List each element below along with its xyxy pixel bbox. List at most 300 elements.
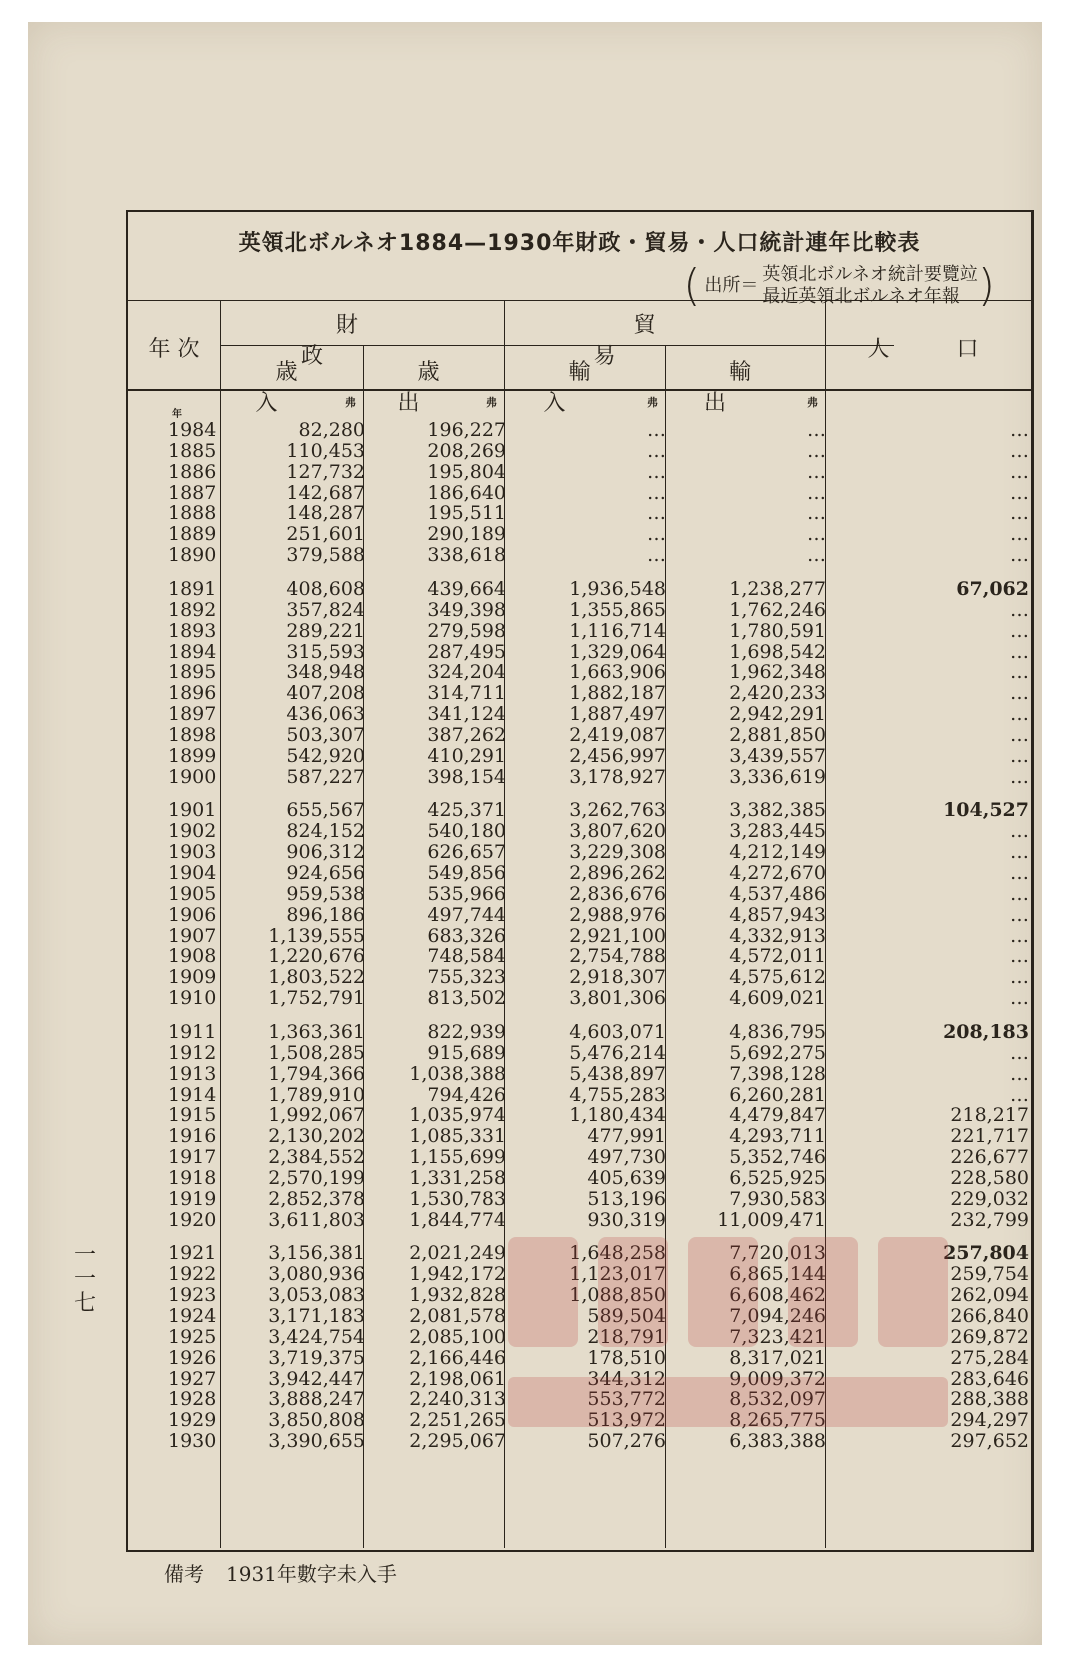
expenditure-cell: 2,166,446 <box>409 1346 506 1369</box>
imports-cell: 2,988,976 <box>569 903 666 926</box>
exports-cell: 3,382,385 <box>729 799 826 822</box>
table-row <box>128 1063 1031 1085</box>
header-population: 人 口 <box>867 337 1009 362</box>
source-line-1: 英領北ボルネオ統計要覽竝 <box>762 264 978 285</box>
imports-cell: 4,755,283 <box>569 1083 666 1106</box>
expenditure-cell: 324,204 <box>427 661 506 684</box>
expenditure-cell: 794,426 <box>427 1083 506 1106</box>
imports-cell: 405,639 <box>587 1166 666 1189</box>
header-revenue: 歳 入 <box>255 360 348 416</box>
expenditure-cell: 196,227 <box>427 419 506 441</box>
revenue-cell: 407,208 <box>286 682 365 705</box>
exports-cell: 1,762,246 <box>729 598 826 621</box>
table-row <box>128 1388 1031 1410</box>
expenditure-cell: 1,530,783 <box>409 1187 506 1210</box>
year-cell: 1912 <box>168 1041 217 1064</box>
table-row <box>128 925 1031 947</box>
revenue-cell: 924,656 <box>286 862 365 884</box>
revenue-cell: 408,608 <box>286 577 365 600</box>
exports-cell: 8,317,021 <box>729 1346 826 1369</box>
population-cell: … <box>1010 619 1029 642</box>
exports-cell: 4,272,670 <box>729 862 826 884</box>
imports-cell: 4,603,071 <box>569 1020 666 1043</box>
exports-cell: 6,383,388 <box>729 1430 826 1453</box>
revenue-cell: 251,601 <box>286 523 365 546</box>
imports-cell: … <box>647 460 666 483</box>
year-cell: 1888 <box>168 502 217 525</box>
exports-cell: 4,212,149 <box>729 841 826 864</box>
exports-cell: 5,692,275 <box>729 1041 826 1064</box>
imports-cell: … <box>647 481 666 504</box>
population-cell: 208,183 <box>943 1020 1029 1043</box>
year-cell: 1917 <box>168 1146 217 1169</box>
expenditure-cell: 410,291 <box>427 744 506 767</box>
year-cell: 1887 <box>168 481 217 504</box>
expenditure-cell: 2,251,265 <box>409 1409 506 1432</box>
statistics-table <box>126 210 1034 1552</box>
revenue-cell: 906,312 <box>286 841 365 864</box>
expenditure-cell: 683,326 <box>427 924 506 947</box>
expenditure-cell: 813,502 <box>427 987 506 1010</box>
population-cell: … <box>1010 460 1029 483</box>
exports-cell: 4,575,612 <box>729 966 826 989</box>
population-cell: … <box>1010 703 1029 726</box>
source-lines <box>762 264 977 308</box>
exports-cell: 2,881,850 <box>729 723 826 746</box>
year-cell: 1921 <box>168 1242 217 1265</box>
unit-revenue: 弗 <box>345 396 356 409</box>
year-cell: 1899 <box>168 744 217 767</box>
expenditure-cell: 748,584 <box>427 945 506 968</box>
header-top-rule <box>128 300 1031 301</box>
population-cell: 262,094 <box>950 1284 1029 1307</box>
imports-cell: 3,807,620 <box>569 820 666 843</box>
expenditure-cell: 287,495 <box>427 640 506 663</box>
year-cell: 1896 <box>168 682 217 705</box>
population-cell: … <box>1010 903 1029 926</box>
revenue-cell: 655,567 <box>286 799 365 822</box>
year-cell: 1901 <box>168 799 217 822</box>
year-cell: 1910 <box>168 987 217 1010</box>
revenue-cell: 3,053,083 <box>268 1284 365 1307</box>
table-row <box>128 1104 1031 1126</box>
expenditure-cell: 279,598 <box>427 619 506 642</box>
expenditure-cell: 822,939 <box>427 1020 506 1043</box>
population-cell: 294,297 <box>950 1409 1029 1432</box>
population-cell: … <box>1010 945 1029 968</box>
revenue-cell: 3,719,375 <box>268 1346 365 1369</box>
expenditure-cell: 341,124 <box>427 703 506 726</box>
imports-cell: 507,276 <box>587 1430 666 1453</box>
table-row <box>128 1146 1031 1168</box>
imports-cell: 3,801,306 <box>569 987 666 1010</box>
revenue-cell: 3,390,655 <box>268 1430 365 1453</box>
population-cell: … <box>1010 841 1029 864</box>
year-cell: 1914 <box>168 1083 217 1106</box>
year-cell: 1916 <box>168 1125 217 1148</box>
revenue-cell: 587,227 <box>286 765 365 788</box>
population-cell: … <box>1010 765 1029 788</box>
year-cell: 1928 <box>168 1388 217 1411</box>
population-cell: … <box>1010 419 1029 441</box>
exports-cell: … <box>807 544 826 567</box>
population-cell: 275,284 <box>950 1346 1029 1369</box>
table-row <box>128 1209 1031 1231</box>
year-cell: 1909 <box>168 966 217 989</box>
expenditure-cell: 497,744 <box>427 903 506 926</box>
expenditure-cell: 398,154 <box>427 765 506 788</box>
exports-cell: 4,572,011 <box>729 945 826 968</box>
imports-cell: 2,836,676 <box>569 882 666 905</box>
revenue-cell: 1,992,067 <box>268 1104 365 1127</box>
table-row <box>128 1188 1031 1210</box>
document-page <box>28 22 1042 1645</box>
imports-cell: 2,918,307 <box>569 966 666 989</box>
population-cell: … <box>1010 744 1029 767</box>
table-row <box>128 966 1031 988</box>
expenditure-cell: 535,966 <box>427 882 506 905</box>
population-cell: … <box>1010 1041 1029 1064</box>
year-cell: 1923 <box>168 1284 217 1307</box>
table-row <box>128 1284 1031 1306</box>
year-cell: 1929 <box>168 1409 217 1432</box>
exports-cell: 8,265,775 <box>729 1409 826 1432</box>
table-row <box>128 820 1031 842</box>
year-cell: 1915 <box>168 1104 217 1127</box>
population-cell: … <box>1010 523 1029 546</box>
imports-cell: 589,504 <box>587 1305 666 1327</box>
header-year: 年 次 <box>148 337 200 362</box>
revenue-cell: 289,221 <box>286 619 365 642</box>
population-cell: 269,872 <box>950 1325 1029 1348</box>
revenue-cell: 3,171,183 <box>268 1305 365 1327</box>
revenue-cell: 379,588 <box>286 544 365 567</box>
year-cell: 1930 <box>168 1430 217 1453</box>
population-cell: … <box>1010 439 1029 462</box>
table-row <box>128 1430 1031 1452</box>
revenue-cell: 3,424,754 <box>268 1325 365 1348</box>
expenditure-cell: 195,511 <box>427 502 506 525</box>
revenue-cell: 542,920 <box>286 744 365 767</box>
revenue-cell: 1,789,910 <box>268 1083 365 1106</box>
imports-cell: 3,229,308 <box>569 841 666 864</box>
exports-cell: 6,608,462 <box>729 1284 826 1307</box>
year-cell: 1918 <box>168 1166 217 1189</box>
expenditure-cell: 2,240,313 <box>409 1388 506 1411</box>
expenditure-cell: 186,640 <box>427 481 506 504</box>
table-row <box>128 440 1031 462</box>
imports-cell: 344,312 <box>587 1367 666 1390</box>
expenditure-cell: 195,804 <box>427 460 506 483</box>
imports-cell: 2,419,087 <box>569 723 666 746</box>
revenue-cell: 896,186 <box>286 903 365 926</box>
revenue-cell: 3,080,936 <box>268 1263 365 1286</box>
exports-cell: 4,479,847 <box>729 1104 826 1127</box>
exports-cell: 6,260,281 <box>729 1083 826 1106</box>
imports-cell: 2,921,100 <box>569 924 666 947</box>
source-citation <box>683 260 995 311</box>
imports-cell: 497,730 <box>587 1146 666 1169</box>
open-paren-glyph: ( <box>683 260 701 311</box>
exports-cell: … <box>807 419 826 441</box>
table-row <box>128 745 1031 767</box>
population-cell: … <box>1010 544 1029 567</box>
revenue-cell: 959,538 <box>286 882 365 905</box>
exports-cell: 11,009,471 <box>717 1208 826 1231</box>
revenue-cell: 3,156,381 <box>268 1242 365 1265</box>
population-cell: 229,032 <box>950 1187 1029 1210</box>
year-cell: 1902 <box>168 820 217 843</box>
table-row <box>128 766 1031 788</box>
population-cell: … <box>1010 820 1029 843</box>
revenue-cell: 1,139,555 <box>268 924 365 947</box>
exports-cell: 3,283,445 <box>729 820 826 843</box>
year-cell: 1925 <box>168 1325 217 1348</box>
table-row <box>128 1042 1031 1064</box>
imports-cell: 1,180,434 <box>569 1104 666 1127</box>
imports-cell: 1,116,714 <box>569 619 666 642</box>
expenditure-cell: 387,262 <box>427 723 506 746</box>
imports-cell: 1,329,064 <box>569 640 666 663</box>
expenditure-cell: 1,085,331 <box>409 1125 506 1148</box>
year-cell: 1984 <box>168 419 217 441</box>
population-cell: … <box>1010 640 1029 663</box>
population-cell: … <box>1010 481 1029 504</box>
expenditure-cell: 1,331,258 <box>409 1166 506 1189</box>
exports-cell: 8,532,097 <box>729 1388 826 1411</box>
imports-cell: 5,438,897 <box>569 1062 666 1085</box>
revenue-cell: 110,453 <box>286 439 365 462</box>
table-row <box>128 682 1031 704</box>
year-cell: 1926 <box>168 1346 217 1369</box>
population-cell: … <box>1010 1083 1029 1106</box>
year-cell: 1885 <box>168 439 217 462</box>
exports-cell: 4,857,943 <box>729 903 826 926</box>
table-row <box>128 1167 1031 1189</box>
expenditure-cell: 338,618 <box>427 544 506 567</box>
revenue-cell: 3,850,808 <box>268 1409 365 1432</box>
exports-cell: 7,094,246 <box>729 1305 826 1327</box>
expenditure-cell: 290,189 <box>427 523 506 546</box>
population-cell: 221,717 <box>950 1125 1029 1148</box>
header-finance: 財 政 <box>300 313 458 369</box>
revenue-cell: 824,152 <box>286 820 365 843</box>
revenue-cell: 315,593 <box>286 640 365 663</box>
exports-cell: 4,332,913 <box>729 924 826 947</box>
table-row <box>128 599 1031 621</box>
population-cell: 266,840 <box>950 1305 1029 1327</box>
table-row <box>128 1125 1031 1147</box>
exports-cell: 2,942,291 <box>729 703 826 726</box>
revenue-cell: 127,732 <box>286 460 365 483</box>
table-row <box>128 904 1031 926</box>
revenue-cell: 436,063 <box>286 703 365 726</box>
exports-cell: 5,352,746 <box>729 1146 826 1169</box>
year-cell: 1906 <box>168 903 217 926</box>
header-trade: 貿 易 <box>593 313 776 369</box>
population-cell: … <box>1010 682 1029 705</box>
revenue-cell: 3,888,247 <box>268 1388 365 1411</box>
year-cell: 1900 <box>168 765 217 788</box>
population-cell: 218,217 <box>950 1104 1029 1127</box>
table-row <box>128 1347 1031 1369</box>
imports-cell: … <box>647 419 666 441</box>
year-cell: 1890 <box>168 544 217 567</box>
table-row <box>128 945 1031 967</box>
year-cell: 1903 <box>168 841 217 864</box>
revenue-cell: 142,687 <box>286 481 365 504</box>
table-row <box>128 502 1031 524</box>
revenue-cell: 148,287 <box>286 502 365 525</box>
expenditure-cell: 2,021,249 <box>409 1242 506 1265</box>
expenditure-cell: 2,198,061 <box>409 1367 506 1390</box>
revenue-cell: 1,508,285 <box>268 1041 365 1064</box>
revenue-cell: 1,220,676 <box>268 945 365 968</box>
revenue-cell: 1,794,366 <box>268 1062 365 1085</box>
source-line-2: 最近英領北ボルネオ年報 <box>762 286 960 307</box>
expenditure-cell: 1,038,388 <box>409 1062 506 1085</box>
exports-cell: 7,323,421 <box>729 1325 826 1348</box>
year-cell: 1907 <box>168 924 217 947</box>
exports-cell: 4,293,711 <box>729 1125 826 1148</box>
imports-cell: 1,648,258 <box>569 1242 666 1265</box>
expenditure-cell: 915,689 <box>427 1041 506 1064</box>
revenue-cell: 1,363,361 <box>268 1020 365 1043</box>
imports-cell: 3,262,763 <box>569 799 666 822</box>
exports-cell: … <box>807 523 826 546</box>
revenue-cell: 2,570,199 <box>268 1166 365 1189</box>
table-row <box>128 1368 1031 1390</box>
footnote-label: 備考 <box>164 1562 204 1586</box>
year-cell: 1905 <box>168 882 217 905</box>
expenditure-cell: 349,398 <box>427 598 506 621</box>
revenue-cell: 348,948 <box>286 661 365 684</box>
year-cell: 1894 <box>168 640 217 663</box>
population-cell: 232,799 <box>950 1208 1029 1231</box>
expenditure-cell: 439,664 <box>427 577 506 600</box>
population-cell: 257,804 <box>943 1242 1029 1265</box>
exports-cell: … <box>807 502 826 525</box>
expenditure-cell: 755,323 <box>427 966 506 989</box>
exports-cell: 3,336,619 <box>729 765 826 788</box>
table-row <box>128 661 1031 683</box>
header-imports: 輸 入 <box>543 360 651 416</box>
exports-cell: 7,720,013 <box>729 1242 826 1265</box>
exports-cell: 1,962,348 <box>729 661 826 684</box>
unit-year: 年 <box>172 409 182 420</box>
population-cell: 67,062 <box>956 577 1029 600</box>
revenue-cell: 503,307 <box>286 723 365 746</box>
table-row <box>128 987 1031 1009</box>
table-row <box>128 883 1031 905</box>
unit-expenditure: 弗 <box>486 396 497 409</box>
exports-cell: 6,865,144 <box>729 1263 826 1286</box>
imports-cell: … <box>647 523 666 546</box>
year-cell: 1913 <box>168 1062 217 1085</box>
exports-cell: 1,698,542 <box>729 640 826 663</box>
revenue-cell: 2,130,202 <box>268 1125 365 1148</box>
year-cell: 1911 <box>168 1020 217 1043</box>
population-cell: … <box>1010 924 1029 947</box>
table-row <box>128 1263 1031 1285</box>
exports-cell: 1,238,277 <box>729 577 826 600</box>
year-cell: 1891 <box>168 577 217 600</box>
expenditure-cell: 549,856 <box>427 862 506 884</box>
population-cell: … <box>1010 502 1029 525</box>
table-row <box>128 841 1031 863</box>
exports-cell: 4,609,021 <box>729 987 826 1010</box>
exports-cell: 9,009,372 <box>729 1367 826 1390</box>
year-cell: 1895 <box>168 661 217 684</box>
expenditure-cell: 2,295,067 <box>409 1430 506 1453</box>
imports-cell: 1,355,865 <box>569 598 666 621</box>
expenditure-cell: 626,657 <box>427 841 506 864</box>
header-expenditure: 歳 出 <box>397 360 490 416</box>
table-row <box>128 1242 1031 1264</box>
imports-cell: 3,178,927 <box>569 765 666 788</box>
table-row <box>128 641 1031 663</box>
imports-cell: 1,887,497 <box>569 703 666 726</box>
population-cell: 228,580 <box>950 1166 1029 1189</box>
exports-cell: 3,439,557 <box>729 744 826 767</box>
expenditure-cell: 1,844,774 <box>409 1208 506 1231</box>
population-cell: … <box>1010 966 1029 989</box>
revenue-cell: 1,752,791 <box>268 987 365 1010</box>
year-cell: 1908 <box>168 945 217 968</box>
year-cell: 1904 <box>168 862 217 884</box>
unit-imports: 弗 <box>647 396 658 409</box>
revenue-cell: 3,942,447 <box>268 1367 365 1390</box>
expenditure-cell: 1,155,699 <box>409 1146 506 1169</box>
expenditure-cell: 208,269 <box>427 439 506 462</box>
revenue-cell: 1,803,522 <box>268 966 365 989</box>
exports-cell: 2,420,233 <box>729 682 826 705</box>
population-cell: 259,754 <box>950 1263 1029 1286</box>
population-cell: 283,646 <box>950 1367 1029 1390</box>
imports-cell: 2,456,997 <box>569 744 666 767</box>
table-title: 英領北ボルネオ1884—1930年財政・貿易・人口統計連年比較表 <box>238 231 921 256</box>
expenditure-cell: 314,711 <box>427 682 506 705</box>
close-paren-glyph: ) <box>977 260 995 311</box>
imports-cell: 930,319 <box>587 1208 666 1231</box>
imports-cell: 5,476,214 <box>569 1041 666 1064</box>
expenditure-cell: 425,371 <box>427 799 506 822</box>
exports-cell: … <box>807 439 826 462</box>
exports-cell: 6,525,925 <box>729 1166 826 1189</box>
imports-cell: 178,510 <box>587 1346 666 1369</box>
year-cell: 1898 <box>168 723 217 746</box>
unit-exports: 弗 <box>807 396 818 409</box>
expenditure-cell: 1,942,172 <box>409 1263 506 1286</box>
imports-cell: 1,936,548 <box>569 577 666 600</box>
year-cell: 1924 <box>168 1305 217 1327</box>
exports-cell: 4,836,795 <box>729 1020 826 1043</box>
table-row <box>128 1021 1031 1043</box>
year-cell: 1886 <box>168 460 217 483</box>
imports-cell: 1,123,017 <box>569 1263 666 1286</box>
imports-cell: 1,882,187 <box>569 682 666 705</box>
table-row <box>128 1326 1031 1348</box>
population-cell: … <box>1010 723 1029 746</box>
population-cell: 226,677 <box>950 1146 1029 1169</box>
table-row <box>128 620 1031 642</box>
table-row <box>128 544 1031 566</box>
population-cell: … <box>1010 987 1029 1010</box>
table-row <box>128 461 1031 483</box>
population-cell: … <box>1010 598 1029 621</box>
table-row <box>128 419 1031 441</box>
imports-cell: 218,791 <box>587 1325 666 1348</box>
